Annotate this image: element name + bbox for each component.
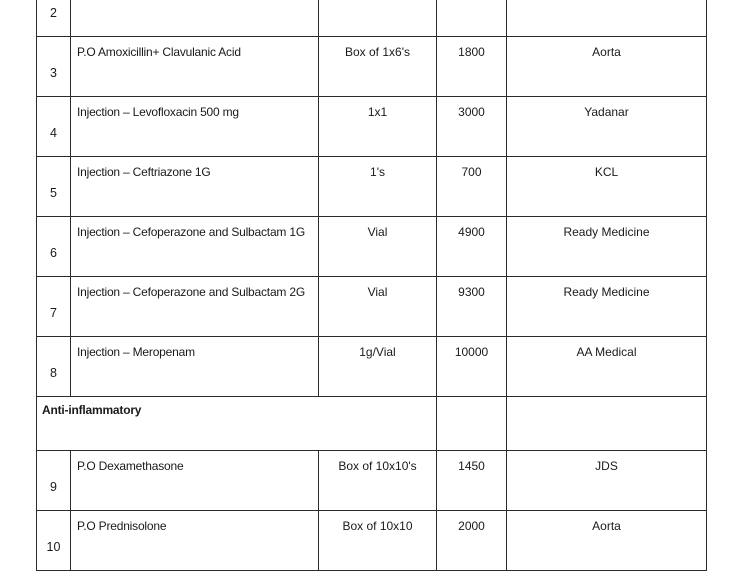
price-cell: 4900 — [437, 217, 507, 277]
price-cell: 9300 — [437, 277, 507, 337]
item-name: P.O Dexamethasone — [71, 451, 319, 511]
price-cell: 2000 — [437, 511, 507, 571]
supplier-cell: Yadanar — [507, 97, 707, 157]
table-row — [37, 217, 707, 277]
supplier-cell: Ready Medicine — [507, 217, 707, 277]
table-body-top — [37, 0, 707, 397]
supplier-cell: Aorta — [507, 511, 707, 571]
category-label: Anti-inflammatory — [37, 397, 437, 451]
item-name: Injection – Meropenam — [71, 337, 319, 397]
item-name — [71, 0, 319, 37]
row-number: 8 — [37, 337, 71, 397]
item-name: Injection – Cefoperazone and Sulbactam 1G — [71, 217, 319, 277]
unit-cell: 1x1 — [319, 97, 437, 157]
row-number: 5 — [37, 157, 71, 217]
item-name: Injection – Levofloxacin 500 mg — [71, 97, 319, 157]
item-name: Injection – Ceftriazone 1G — [71, 157, 319, 217]
table-row — [37, 0, 707, 37]
unit-cell: Box of 10x10's — [319, 451, 437, 511]
supplier-cell — [507, 0, 707, 37]
row-number: 10 — [37, 511, 71, 571]
item-name: Injection – Cefoperazone and Sulbactam 2G — [71, 277, 319, 337]
price-cell: 1450 — [437, 451, 507, 511]
unit-cell: Vial — [319, 217, 437, 277]
category-empty-cell — [507, 397, 707, 451]
category-section — [37, 397, 707, 451]
unit-cell: Vial — [319, 277, 437, 337]
price-cell: 700 — [437, 157, 507, 217]
supplier-cell: KCL — [507, 157, 707, 217]
unit-cell — [319, 0, 437, 37]
price-cell: 1800 — [437, 37, 507, 97]
price-cell — [437, 0, 507, 37]
table-row — [37, 157, 707, 217]
row-number: 6 — [37, 217, 71, 277]
supplier-cell: JDS — [507, 451, 707, 511]
supplier-cell: AA Medical — [507, 337, 707, 397]
table-row — [37, 37, 707, 97]
category-row — [37, 397, 707, 451]
unit-cell: Box of 1x6's — [319, 37, 437, 97]
table-row — [37, 511, 707, 571]
table-row — [37, 277, 707, 337]
price-cell: 3000 — [437, 97, 507, 157]
supplier-cell: Ready Medicine — [507, 277, 707, 337]
row-number: 3 — [37, 37, 71, 97]
row-number: 7 — [37, 277, 71, 337]
unit-cell: 1's — [319, 157, 437, 217]
unit-cell: Box of 10x10 — [319, 511, 437, 571]
item-name: P.O Prednisolone — [71, 511, 319, 571]
row-number: 4 — [37, 97, 71, 157]
table-body-bottom — [37, 451, 707, 571]
supplier-cell: Aorta — [507, 37, 707, 97]
unit-cell: 1g/Vial — [319, 337, 437, 397]
category-empty-cell — [437, 397, 507, 451]
price-cell: 10000 — [437, 337, 507, 397]
table-row — [37, 337, 707, 397]
row-number: 2 — [37, 0, 71, 37]
table-row — [37, 97, 707, 157]
item-name: P.O Amoxicillin+ Clavulanic Acid — [71, 37, 319, 97]
row-number: 9 — [37, 451, 71, 511]
medicine-price-table — [36, 0, 707, 571]
